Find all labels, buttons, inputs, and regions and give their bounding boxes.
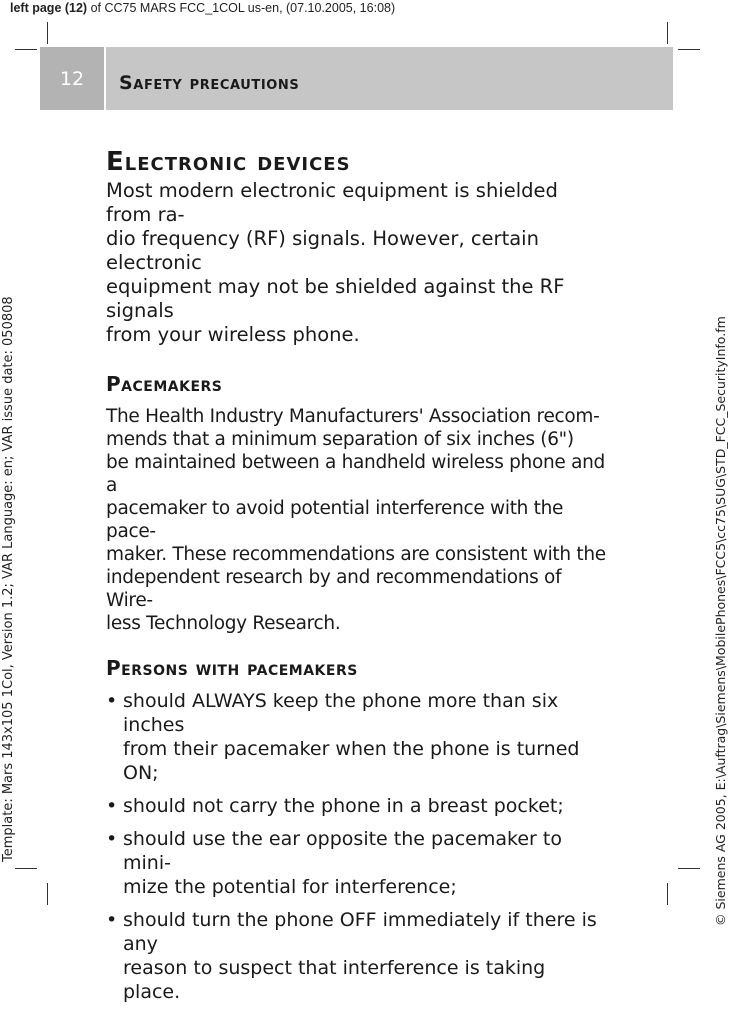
pacemakers-heading: Pacemakers	[106, 372, 223, 396]
crop-mark	[15, 868, 37, 869]
persons-heading: Persons with pacemakers	[106, 656, 358, 680]
copyright-path-text: © Siemens AG 2005, E:\Auftrag\Siemens\MobilePhones\FCC5\cc75\SUG\STD_FCC_SecurityInfo.fm	[713, 316, 728, 926]
bullet-icon: •	[106, 690, 118, 712]
crop-mark	[15, 49, 37, 50]
print-meta-details: of CC75 MARS FCC_1COL us-en, (07.10.2005, 16:08)	[87, 1, 396, 15]
print-meta-page: left page (12)	[10, 1, 88, 15]
list-item-text: should use the ear opposite the pacemaker to mini- mize the potential for interference;	[123, 828, 562, 898]
copyright-path-vertical	[712, 316, 730, 926]
list-item-text: should not carry the phone in a breast pocket;	[123, 795, 564, 817]
crop-mark	[47, 22, 48, 44]
list-item	[106, 794, 606, 818]
crop-mark	[47, 883, 48, 905]
list-item	[106, 908, 606, 1004]
bullet-icon: •	[106, 795, 118, 817]
list-item-text: should ALWAYS keep the phone more than six inches from their pacemaker when the phone is turned ON;	[123, 690, 580, 784]
pacemakers-paragraph: The Health Industry Manufacturers' Association recom- mends that a minimum separation of six inches (6") be maintained between a handheld wireless phone and a pacemaker to avoid potential interference with the pace- maker. These recommendations are consistent with the independent research by and recommendations of Wire- less Technology Research.	[106, 406, 606, 634]
crop-mark	[678, 49, 700, 50]
list-item	[106, 827, 606, 899]
bullet-icon: •	[106, 828, 118, 850]
list-item	[106, 689, 606, 785]
page-content	[106, 146, 606, 1013]
section-title: Safety precautions	[119, 72, 300, 94]
template-info-vertical	[0, 0, 18, 862]
page-number: 12	[40, 47, 104, 110]
page-title: Electronic devices	[106, 147, 351, 177]
header-divider	[104, 47, 106, 110]
bullet-icon: •	[106, 909, 118, 931]
list-item-text: should turn the phone OFF immediately if there is any reason to suspect that interference is taking place.	[123, 909, 597, 1003]
crop-mark	[667, 883, 668, 905]
crop-mark	[667, 22, 668, 44]
persons-bullet-list	[106, 689, 606, 1004]
template-info-text: Template: Mars 143x105 1Col, Version 1.2; VAR Language: en; VAR issue date: 050808	[1, 296, 16, 862]
crop-mark	[678, 868, 700, 869]
print-meta-line	[10, 0, 395, 16]
intro-paragraph: Most modern electronic equipment is shielded from ra- dio frequency (RF) signals. However, certain electronic equipment may not be shielded against the RF signals from your wireless phone.	[106, 179, 565, 346]
